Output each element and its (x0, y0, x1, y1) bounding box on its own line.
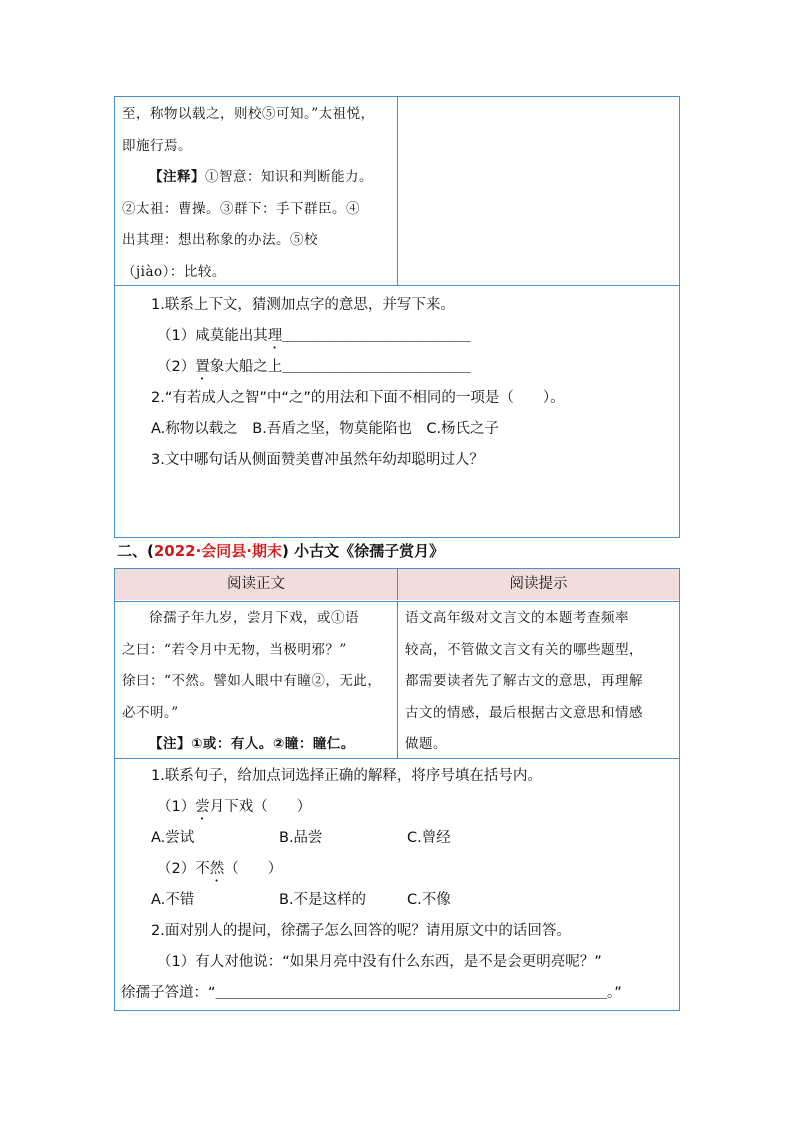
passage-line: 徐曰：“不然。譬如人眼中有瞳②，无此， (122, 673, 382, 689)
tip-line: 做题。 (405, 736, 447, 752)
note-line: 【注】①或：有人。②瞳：瞳仁。 (149, 736, 355, 752)
note-label: 【注释】 (149, 169, 205, 185)
tip-line: 都需要读者先了解古文的意思，再理解 (405, 673, 643, 689)
question-2-options: A.称物以载之 B.吾盾之坚，物莫能陷也 C.杨氏之子 (151, 421, 500, 437)
passage-row (115, 601, 679, 758)
passage-line: 徐孺子年九岁，尝月下戏，或①语 (149, 610, 359, 626)
option-c[interactable]: C.曾经 (407, 830, 451, 846)
question-1-1: （1）尝月下戏（ ） (157, 799, 312, 815)
header-reading-text: 阅读正文 (115, 569, 398, 600)
passage-line: 之曰：“若令月中无物，当极明邪？” (122, 641, 347, 658)
reading-table-2 (114, 568, 680, 1011)
question-1: 1.联系上下文，猜测加点字的意思，并写下来。 (151, 297, 455, 313)
passage-cell (115, 602, 398, 758)
answer-blank[interactable]: ＿＿＿＿＿＿＿＿＿＿＿＿＿ (282, 359, 471, 375)
source-label: 2022·会同县·期末 (153, 542, 283, 560)
dotted-char: 然 (209, 861, 225, 877)
tip-line: 语文高年级对文言文的本题考查频率 (405, 610, 629, 626)
option-c[interactable]: C.不像 (407, 892, 451, 908)
tip-cell (398, 97, 679, 285)
tip-cell (398, 602, 679, 758)
dotted-char: 置 (195, 359, 210, 375)
question-1-2: （2）置象大船之上＿＿＿＿＿＿＿＿＿＿＿＿＿ (157, 359, 471, 375)
questions-cell (115, 286, 679, 537)
tip-line: 古文的情感，最后根据古文意思和情感 (405, 704, 643, 721)
questions-cell (115, 759, 679, 1010)
question-1-2-options (151, 885, 679, 916)
dotted-char: 尝 (195, 799, 210, 815)
questions-row (115, 285, 679, 537)
question-2: 2.面对别人的提问，徐孺子怎么回答的呢？请用原文中的话回答。 (151, 923, 571, 939)
tip-line: 较高，不管做文言文有关的哪些题型， (405, 641, 643, 658)
note-line: 出其理：想出称象的办法。⑤校 (122, 232, 318, 248)
note-line: ②太祖：曹操。③群下：手下群臣。④ (122, 200, 360, 217)
passage-cell (115, 97, 398, 285)
question-1-1-options (151, 823, 679, 854)
option-a[interactable]: A.不错 (151, 892, 195, 908)
question-2-answer[interactable]: 徐孺子答道：“＿＿＿＿＿＿＿＿＿＿＿＿＿＿＿＿＿＿＿＿＿＿＿＿＿＿＿。” (121, 985, 622, 1001)
option-a[interactable]: A.尝试 (151, 830, 195, 846)
option-b[interactable]: B.品尝 (279, 830, 323, 846)
passage-line: 必不明。” (122, 704, 179, 721)
option-b[interactable]: B.不是这样的 (279, 892, 367, 908)
question-3: 3.文中哪句话从侧面赞美曹冲虽然年幼却聪明过人？ (151, 452, 484, 468)
question-2: 2.“有若成人之智”中“之”的用法和下面不相同的一项是（ ）。 (151, 390, 565, 406)
header-row (115, 569, 679, 601)
note-line: （jiào）：比较。 (122, 263, 226, 280)
note-line: 【注释】①智意：知识和判断能力。 (149, 169, 373, 185)
passage-line: 至，称物以载之，则校⑤可知。”太祖悦， (122, 106, 375, 122)
reading-table-1 (114, 96, 680, 538)
question-1-1: （1）咸莫能出其理＿＿＿＿＿＿＿＿＿＿＿＿＿ (157, 328, 471, 344)
question-2-1: （1）有人对他说：“如果月亮中没有什么东西，是不是会更明亮呢？” (157, 954, 602, 970)
answer-blank[interactable]: ＿＿＿＿＿＿＿＿＿＿＿＿＿ (282, 328, 471, 344)
passage-row (115, 97, 679, 285)
questions-row (115, 758, 679, 1010)
header-reading-tips: 阅读提示 (398, 569, 679, 600)
passage-line: 即施行焉。 (122, 137, 192, 154)
section-title: 二、(2022·会同县·期末) 小古文《徐孺子赏月》 (117, 542, 445, 560)
question-1: 1.联系句子，给加点词选择正确的解释，将序号填在括号内。 (151, 768, 542, 784)
dotted-char: 理 (267, 328, 283, 344)
question-1-2: （2）不然（ ） (157, 861, 283, 877)
